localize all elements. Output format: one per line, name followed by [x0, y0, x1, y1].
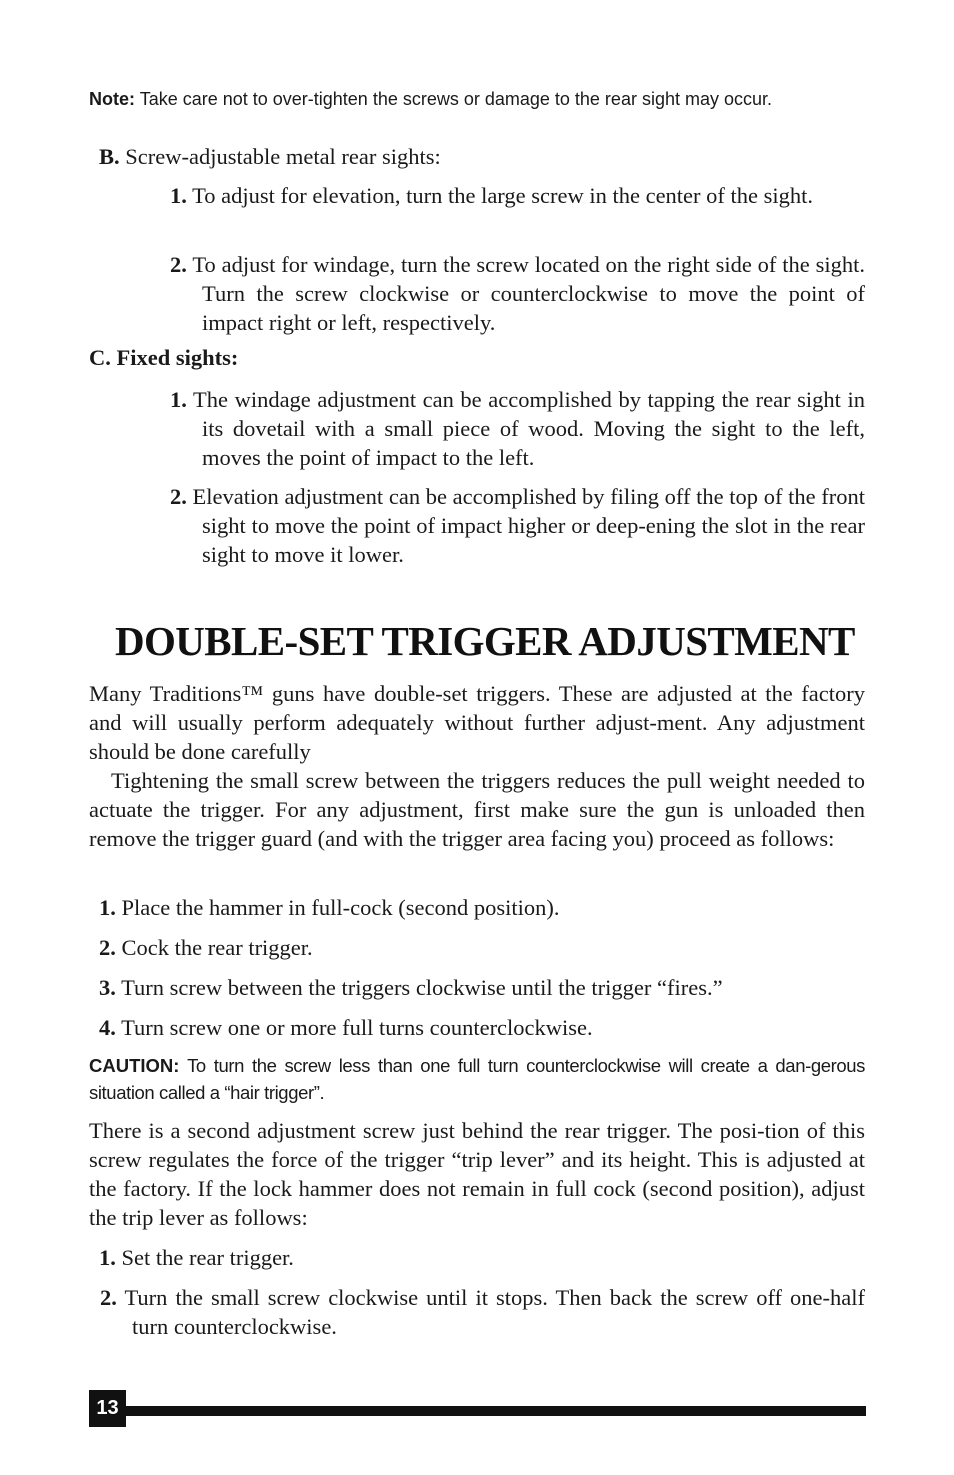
page-title: DOUBLE-SET TRIGGER ADJUSTMENT [115, 618, 855, 664]
intro-paragraph: Many Traditions™ guns have double-set triggers. These are adjusted at the factory and will usually perform adequately without further adjust-ment. Any adjustment should be done carefully [89, 681, 865, 764]
caution-text: To turn the screw less than one full turn counterclockwise will create a dan-gerous situation called a “hair trigger”. [89, 1055, 866, 1103]
step-text: Cock the rear trigger. [121, 935, 313, 960]
list-item-text: Elevation adjustment can be accomplished by filing off the top of the front sight to move the point of impact higher or deep-ening the slot in the rear sight to move it lower. [192, 484, 865, 567]
list-item-text: To adjust for windage, turn the screw located on the right side of the sight. Turn the screw clockwise or counterclockwise to move the point of impact right or left, respectively. [192, 252, 865, 335]
list-item-text: To adjust for elevation, turn the large screw in the center of the sight. [192, 183, 814, 208]
trip-step-item [99, 1243, 865, 1272]
section-b-text: Screw-adjustable metal rear sights: [125, 144, 441, 169]
step-number: 1. [99, 895, 116, 920]
step-item [99, 893, 865, 922]
page-number: 13 [89, 1390, 126, 1427]
list-item-number: 2. [170, 484, 187, 509]
step-text: Turn screw one or more full turns counterclockwise. [121, 1015, 593, 1040]
list-item [170, 482, 865, 569]
step-text: Turn the small screw clockwise until it stops. Then back the screw off one-half turn counterclockwise. [124, 1285, 865, 1339]
second-screw-paragraph: There is a second adjustment screw just behind the rear trigger. The posi-tion of this screw regulates the force of the trigger “trip lever” and its height. This is adjusted at the factory. If the lock hammer does not remain in full cock (second position), adjust the trip lever as follows: [89, 1118, 865, 1230]
step-number: 2. [99, 935, 116, 960]
step-text: Place the hammer in full-cock (second position). [121, 895, 560, 920]
section-b-label: B. [99, 144, 120, 169]
note-label: Note: [89, 89, 135, 109]
caution-paragraph [89, 1052, 865, 1106]
step-text: Set the rear trigger. [121, 1245, 294, 1270]
caution-label: CAUTION: [89, 1055, 180, 1076]
list-item [170, 181, 865, 210]
step-number: 2. [100, 1285, 117, 1310]
step-number: 1. [99, 1245, 116, 1270]
list-item-number: 2. [170, 252, 187, 277]
tightening-paragraph: Tightening the small screw between the triggers reduces the pull weight needed to actuate the trigger. For any adjustment, first make sure the gun is unloaded then remove the trigger guard (and with the trigger area facing you) proceed as follows: [89, 768, 865, 851]
footer-rule [126, 1406, 866, 1416]
section-c-heading: C. Fixed sights: [89, 345, 239, 370]
step-item [99, 973, 865, 1002]
trip-step-item [100, 1283, 865, 1341]
step-number: 4. [99, 1015, 116, 1040]
list-item [170, 250, 865, 337]
list-item-number: 1. [170, 387, 187, 412]
step-number: 3. [99, 975, 116, 1000]
section-b-heading [99, 142, 865, 171]
note-text: Take care not to over-tighten the screws or damage to the rear sight may occur. [139, 89, 772, 109]
list-item-number: 1. [170, 183, 187, 208]
list-item-text: The windage adjustment can be accomplished by tapping the rear sight in its dovetail with a small piece of wood. Moving the sight to the left, moves the point of impact to the left. [193, 387, 865, 470]
step-text: Turn screw between the triggers clockwise until the trigger “fires.” [121, 975, 723, 1000]
list-item [170, 385, 865, 472]
step-item [99, 1013, 865, 1042]
note-paragraph [89, 86, 865, 113]
step-item [99, 933, 865, 962]
